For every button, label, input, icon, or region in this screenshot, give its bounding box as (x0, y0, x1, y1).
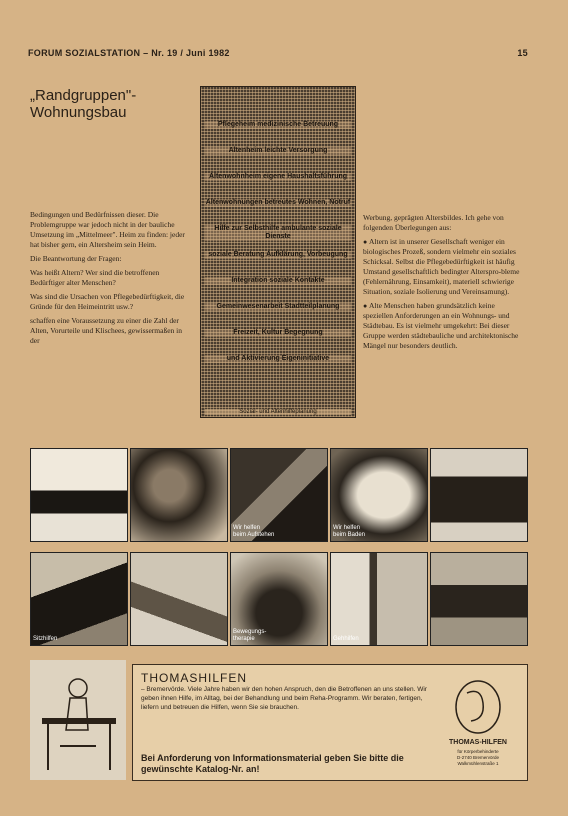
diagram-level: soziale Beratung Aufklärung, Vorbeugung (205, 251, 351, 259)
advertisement (132, 664, 528, 781)
left-paragraph: Die Beantwortung der Fragen: (30, 254, 122, 263)
left-paragraph: Was heißt Altern? Wer sind die betroffenen Bedürftiger alter Menschen? (30, 268, 160, 287)
product-photo (30, 448, 128, 542)
left-column (30, 210, 190, 350)
diagram-level: Hilfe zur Selbsthilfe ambulante soziale Dienste (205, 225, 351, 241)
page-number: 15 (517, 48, 528, 58)
logo-name: THOMAS-HILFEN (449, 739, 507, 746)
product-photo (130, 448, 228, 542)
diagram-level: Gemeinwesenarbeit Stadtteilplanung (205, 303, 351, 311)
diagram-level: Freizeit, Kultur Begegnung (205, 329, 351, 337)
product-photo (430, 552, 528, 646)
left-paragraph: Was sind die Ursachen von Pflegebedürftigkeit, die Gründe für den Heimeintritt usw.? (30, 292, 185, 311)
right-bullet: ● Altern ist in unserer Gesellschaft weniger ein biologisches Prozeß, sondern vielmehr ein soziales Schicksal. Selbst die Pflegebedürftigkeit ist häufig Umstand gesellschaftlich bedingter Alterspro-bleme (Fehlernährung, Einsamkeit), materiell schwierige Situation, soziale Isolierung und Vereinsamung). (363, 237, 523, 297)
product-photo (230, 448, 328, 542)
care-levels-diagram (200, 86, 356, 418)
child-desk-illustration (30, 660, 126, 780)
product-photo (430, 448, 528, 542)
diagram-level: Altenheim leichte Versorgung (205, 147, 351, 155)
right-bullet: ● Alte Menschen haben grundsätzlich keine speziellen Anforderungen an ein Wohnungs- und Städtebau. Es ist vielmehr umgekehrt: Bei dieser Gruppe werden städtebauliche und architektonische Mängel nur besonders deutlich. (363, 301, 523, 351)
diagram-level: Altenwohnheim eigene Haushaltsführung (205, 173, 351, 181)
article-title: „Randgruppen"-Wohnungsbau (30, 87, 137, 121)
product-photo (30, 552, 128, 646)
ad-brand: THOMASHILFEN (141, 671, 248, 685)
ad-text: – Bremervörde. Viele Jahre haben wir den hohen Anspruch, den die Betroffenen an uns stellen. Wir geben ihnen Hilfe, im Alltag, bei der Behandlung und beim Reha-Programm. Wir beraten, fertigen, liefern und betreuen die Hilfen, wenn Sie sie brauchen. (141, 686, 427, 711)
photo-caption: Gehhilfen (333, 636, 359, 642)
diagram-caption: Sozial- und Altenhilfeplanung (205, 409, 351, 415)
right-column (363, 213, 523, 355)
logo-mark-icon (437, 673, 519, 737)
photo-caption: Bewegungs- therapie (233, 629, 267, 642)
product-photo (330, 552, 428, 646)
diagram-level: Altenwohnungen betreutes Wohnen, Notruf (205, 199, 351, 206)
right-paragraph: Werbung, geprägten Altersbildes. Ich gehe von folgenden Überlegungen aus: (363, 213, 504, 232)
logo-address: für Körperbehinderte D-2740 Bremervörde Walkmühlenstraße 1 (456, 749, 500, 766)
photo-caption: Wir helfen beim Baden (333, 525, 366, 538)
left-paragraph: Bedingungen und Bedürfnissen dieser. Die Problemgruppe war jedoch nicht in der bauliche Umsetzung im „Mittelmeer". Heim zu finden: jeder hat bisher gern, ein Altersheim sein Heim. (30, 210, 185, 249)
left-paragraph: schaffen eine Voraussetzung zu einer die Zahl der Alten, Vorurteile und Klischees, gewissermaßen in der (30, 316, 182, 345)
photo-caption: Sitzhilfen (33, 636, 58, 642)
thomashilfen-logo (437, 673, 519, 773)
diagram-level: Pflegeheim medizinische Betreuung (205, 121, 351, 129)
product-photo (130, 552, 228, 646)
photo-caption: Wir helfen beim Aufstehen (233, 525, 275, 538)
product-photo (230, 552, 328, 646)
header-publication: FORUM SOZIALSTATION – Nr. 19 / Juni 1982 (28, 48, 230, 58)
diagram-level: Integration soziale Kontakte (205, 277, 351, 285)
running-header (28, 48, 528, 58)
diagram-level: und Aktivierung Eigeninitiative (205, 355, 351, 363)
product-photo (330, 448, 428, 542)
ad-call-to-action: Bei Anforderung von Informationsmaterial geben Sie bitte die gewünschte Katalog-Nr. an! (141, 753, 404, 774)
